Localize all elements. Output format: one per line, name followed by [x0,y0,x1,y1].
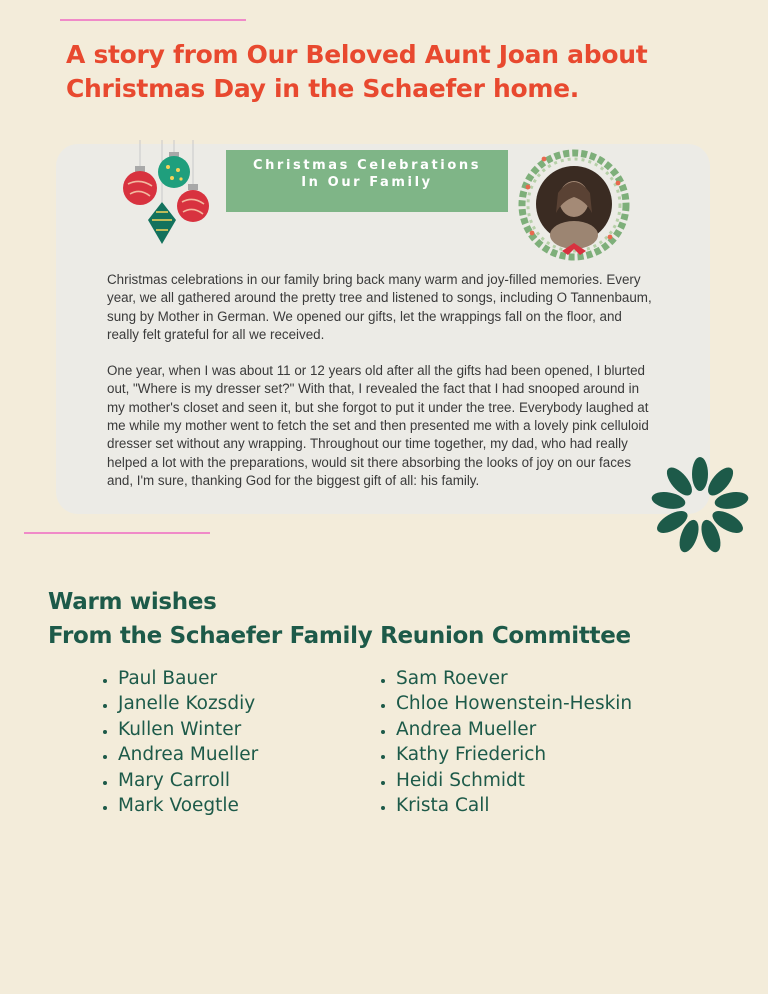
story-paragraph: One year, when I was about 11 or 12 years old after all the gifts had been opened, I blurted out, "Where is my dresser set?" With that, I revealed the fact that I had snooped around in my mother's closet and seen it, but she forgot to put it under the tree. Everybody laughed at me while my mother went to fetch the set and then presented me with a lovely pink celluloid dresser set without any wrapping. Throughout our time together, my dad, who had really helped a lot with the preparations, would sit there absorbing the looks of joy on our faces and, I'm sure, thanking God for the biggest gift of all: his family. [107,363,649,488]
wreath-portrait-photo [514,147,634,267]
committee-member: • Heidi Schmidt [395,768,632,793]
story-paragraph: Christmas celebrations in our family bring back many warm and joy-filled memories. Every year, we all gathered around the pretty tree and listened to songs, including O Tannenbaum, sung by Mother in German. We opened our gifts, let the wrappings fall on the floor, and really felt grateful for all we received. [107,272,652,342]
warm-wishes-heading [48,585,748,653]
flower-icon [650,456,750,556]
card-title-line-1: Christmas Celebrations [252,158,482,173]
headline-line-2: Christmas Day in the Schaefer home. [66,74,579,103]
card-title-box [226,150,508,212]
committee-member: • Kullen Winter [117,717,258,742]
story-text [107,271,657,508]
committee-member: • Sam Roever [395,666,632,691]
page-headline [66,38,686,106]
headline-line-1: A story from Our Beloved Aunt Joan about [66,40,648,69]
committee-member: • Mary Carroll [117,768,258,793]
middle-divider-line [24,532,210,534]
committee-member: • Mark Voegtle [117,793,258,818]
top-divider-line [60,19,246,21]
committee-member: • Andrea Mueller [395,717,632,742]
committee-member: • Kathy Friederich [395,742,632,767]
wishes-line-2: From the Schaefer Family Reunion Committee [48,623,631,649]
committee-member: • Paul Bauer [117,666,258,691]
card-title-line-2: In Our Family [301,175,433,190]
committee-member: • Janelle Kozsdiy [117,691,258,716]
committee-names-right [374,666,632,818]
committee-member: • Krista Call [395,793,632,818]
committee-member: • Andrea Mueller [117,742,258,767]
committee-member: • Chloe Howenstein-Heskin [395,691,632,716]
christmas-ornaments-icon [118,140,218,252]
committee-names-left [96,666,258,818]
wishes-line-1: Warm wishes [48,589,217,615]
